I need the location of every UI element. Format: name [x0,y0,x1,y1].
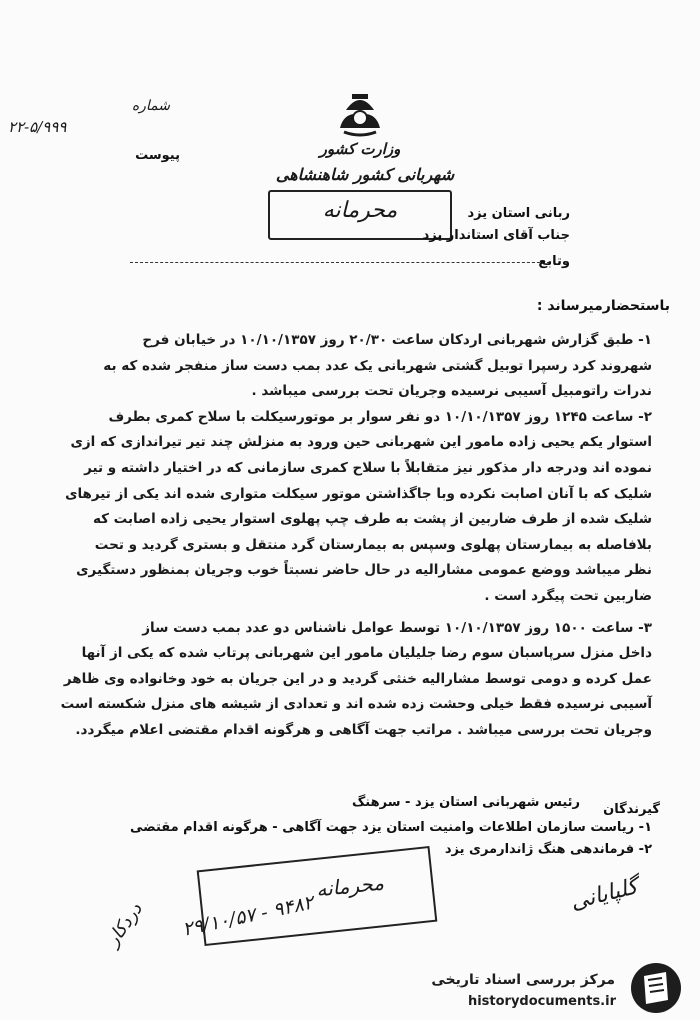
addressee-line-2: جناب آقای استاندار یزد [422,228,570,243]
number-field [10,98,170,114]
file-stamp: محرمانه [322,198,398,223]
paragraph-2-line: ۲- ساعت ۱۲۴۵ روز ۱۰/۱۰/۱۳۵۷ دو نفر سوار بر موتورسیکلت با سلاح کمری بطرف [108,408,652,425]
handwritten-date: ۲۹/۱۰/۵۷ - ۹۴۸۲ [180,891,316,941]
paragraph-2-line: ضاربین تحت پیگرد است . [484,587,652,604]
paragraph-3-line: داخل منزل سرپاسبان سوم رضا جلیلیان مامور این شهربانی پرتاب شده که یکی از آنها [81,645,652,662]
paragraph-2-line: شلیک که با آنان اصابت نکرده وبا جاگذاشتن موتور سیکلت متواری شده اند یکی از تیرهای [65,485,652,502]
archive-logo-icon [626,960,686,1016]
cc-item-1: ۱- ریاست سازمان اطلاعات وامنیت استان یزد جهت آگاهی - هرگونه اقدام مقتضی [129,820,652,835]
number-value: ۲۲-۵/۹۹۹ [8,118,67,136]
received-stamp: محرمانه [315,870,385,902]
number-label: شماره [131,98,170,114]
paragraph-3-line: عمل کرده و دومی توسط مشارالیه خنثی گردید و در این جریان به خود وخانواده وی ظاهر [63,670,652,687]
lion-and-sun-emblem [330,88,390,138]
report-body [32,328,652,744]
paragraph-2-line: استوار یکم یحیی زاده مامور این شهربانی حین ورود به منزلش چند تیر تیراندازی که ازی [70,434,652,451]
paragraph-2-line: نموده اند ودرجه دار مذکور نیز متقابلاً با سلاح کمری سازمانی که در اختیار داشته و تیر [84,459,652,476]
paragraph-2-line: شلیک شده از طرف ضاربین از پشت به طرف چپ پهلوی استوار یحیی زاده اصابت که [92,511,652,528]
attachment-label: پیوست [135,148,180,163]
paragraph-2-line: نظر میباشد ووضع عمومی مشارالیه در حال حاضر نسبتاً خوب وجریان بمنظور دستگیری [76,562,652,579]
handwritten-margin-note: دردکار [102,899,147,951]
paragraph-1-line: ندرات راتومبیل آسیبی نرسیده وجریان تحت بررسی میباشد . [251,383,652,400]
organization-name: شهربانی کشور شاهنشاهی [275,165,455,184]
handwritten-signature: گلپایانی [568,874,641,916]
addressee-line-3: وتابع [538,254,570,269]
signature-line: رئیس شهربانی استان یزد - سرهنگ [352,795,580,810]
report-intro: باستحضارمیرساند : [536,298,670,314]
ministry-name: وزارت کشور [319,140,401,158]
cc-item-2: ۲- فرماندهی هنگ ژاندارمری یزد [444,842,652,857]
watermark-text: مرکز بررسی اسناد تاریخی [431,972,615,988]
paragraph-3-line: آسیبی نرسیده فقط خیلی وحشت زده شده اند و تعدادی از شیشه های منزل شکسته است [60,696,652,713]
watermark-url: historydocuments.ir [467,994,616,1009]
paragraph-1-line: شهروند کرد رسپرا توبیل گشتی شهربانی یک عدد بمب دست ساز منفجر شده که به [103,357,652,374]
addressee-line-1: ربانی استان یزد [467,206,570,221]
paragraph-2-line: بلافاصله به بیمارستان پهلوی وسپس به بیمارستان گرد منتقل و بستری گردید و تحت [94,536,652,553]
recipients-label: گیرندگان [603,802,660,817]
paragraph-3-line: وجریان تحت بررسی میباشد . مراتب جهت آگاهی و هرگونه اقدام مقتضی اعلام میگردد. [75,721,652,738]
paragraph-3-line: ۳- ساعت ۱۵۰۰ روز ۱۰/۱۰/۱۳۵۷ توسط عوامل ناشناس دو عدد بمب دست ساز [142,619,652,636]
paragraph-1-line: ۱- طبق گزارش شهربانی اردکان ساعت ۲۰/۳۰ روز ۱۰/۱۰/۱۳۵۷ در خیابان فرح [142,332,652,348]
